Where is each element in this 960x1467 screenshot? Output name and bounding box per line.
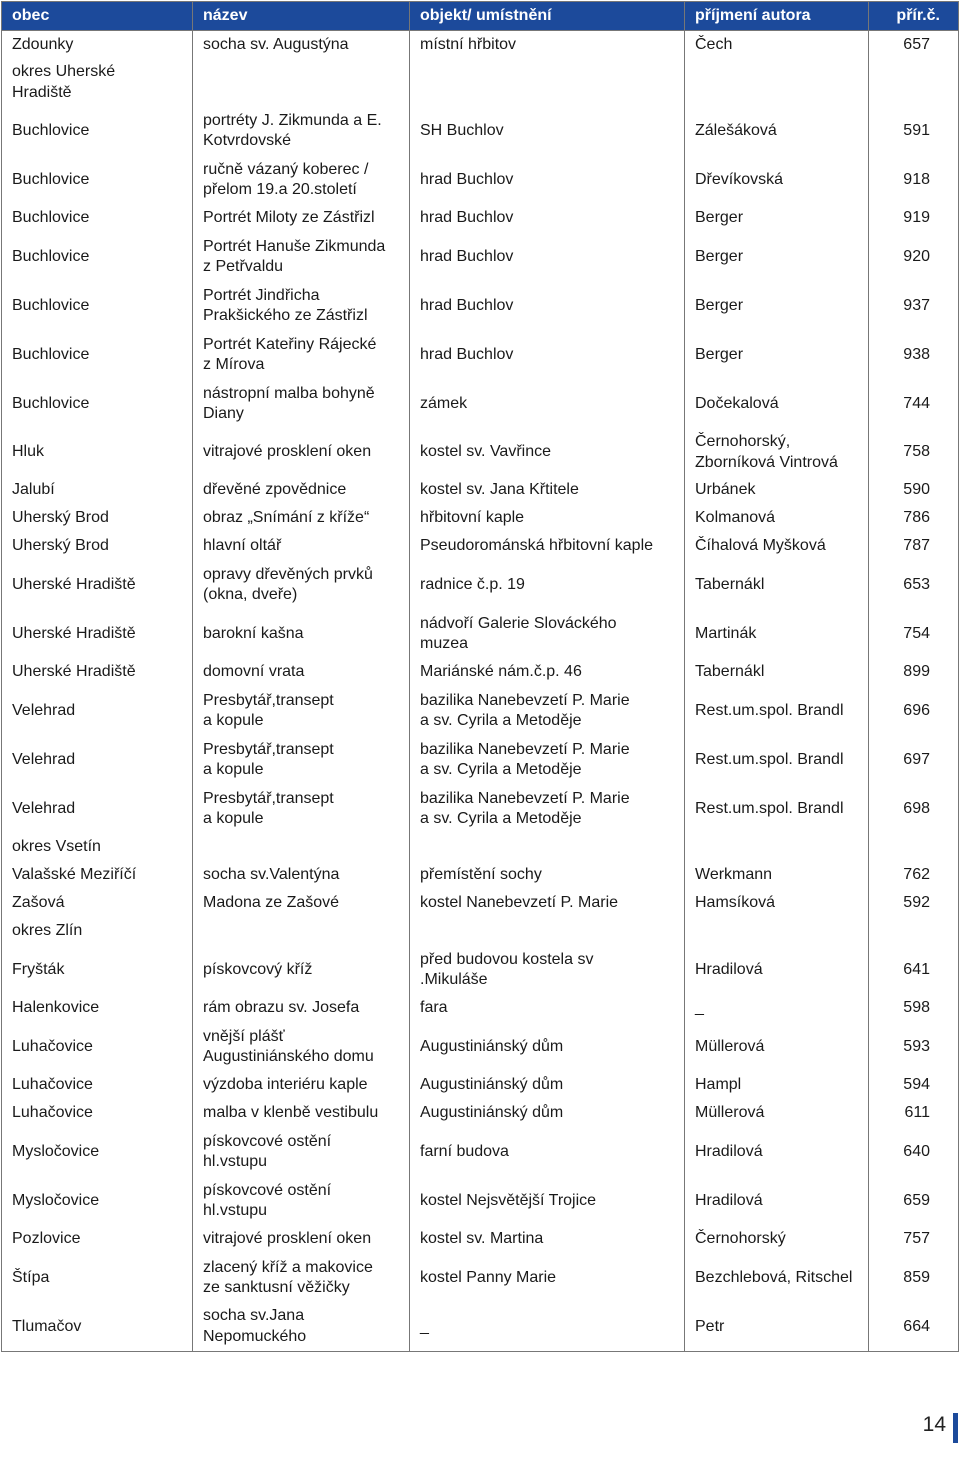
- cell-autor: Čech: [685, 31, 869, 59]
- cell-autor: Kolmanová: [685, 505, 869, 533]
- cell-objekt: kostel Nanebevzetí P. Marie: [410, 890, 685, 918]
- cell-obec: Zašová: [2, 890, 193, 918]
- cell-autor: Müllerová: [685, 1100, 869, 1128]
- column-header-nazev: název: [193, 2, 410, 31]
- table-row: [2, 233, 959, 282]
- cell-objekt: místní hřbitov: [410, 31, 685, 59]
- cell-obec: Buchlovice: [2, 331, 193, 380]
- cell-obec: Buchlovice: [2, 282, 193, 331]
- table-row: [2, 736, 959, 785]
- cell-autor: Černohorský, Zborníková Vintrová: [685, 429, 869, 477]
- table-row: [2, 946, 959, 995]
- cell-prir-c: 757: [869, 1226, 959, 1254]
- cell-nazev: Portrét Miloty ze Zástřizl: [193, 205, 410, 233]
- cell-autor: Hradilová: [685, 946, 869, 995]
- cell-obec: Uherské Hradiště: [2, 561, 193, 610]
- cell-autor: [685, 834, 869, 862]
- cell-objekt: fara: [410, 995, 685, 1023]
- cell-nazev: Presbytář,transept a kopule: [193, 785, 410, 834]
- cell-objekt: hřbitovní kaple: [410, 505, 685, 533]
- cell-nazev: dřevěné zpovědnice: [193, 477, 410, 505]
- cell-objekt: Pseudorománská hřbitovní kaple: [410, 533, 685, 561]
- cell-nazev: rám obrazu sv. Josefa: [193, 995, 410, 1023]
- cell-obec: okres Zlín: [2, 918, 193, 946]
- cell-nazev: socha sv.Valentýna: [193, 862, 410, 890]
- cell-objekt: hrad Buchlov: [410, 156, 685, 205]
- cell-obec: Buchlovice: [2, 380, 193, 429]
- cell-obec: Luhačovice: [2, 1100, 193, 1128]
- cell-prir-c: 591: [869, 107, 959, 156]
- table-row: [2, 31, 959, 59]
- table-row: [2, 1072, 959, 1100]
- table-row: [2, 687, 959, 736]
- table-row: [2, 890, 959, 918]
- table-row: [2, 785, 959, 834]
- cell-autor: Černohorský: [685, 1226, 869, 1254]
- cell-autor: Tabernákl: [685, 561, 869, 610]
- cell-nazev: [193, 834, 410, 862]
- cell-objekt: Mariánské nám.č.p. 46: [410, 659, 685, 687]
- column-header-autor: příjmení autora: [685, 2, 869, 31]
- table-row: [2, 1226, 959, 1254]
- table-row: [2, 107, 959, 156]
- table-row: [2, 1254, 959, 1303]
- cell-objekt: Augustiniánský dům: [410, 1072, 685, 1100]
- cell-prir-c: 937: [869, 282, 959, 331]
- table-row: [2, 918, 959, 946]
- page-edge-marker: [953, 1413, 958, 1443]
- cell-nazev: vitrajové prosklení oken: [193, 429, 410, 477]
- cell-nazev: barokní kašna: [193, 610, 410, 659]
- cell-nazev: ručně vázaný koberec / přelom 19.a 20.století: [193, 156, 410, 205]
- table-row: [2, 477, 959, 505]
- cell-prir-c: 664: [869, 1303, 959, 1352]
- table-header-row: [2, 2, 959, 31]
- cell-nazev: obraz „Snímání z kříže“: [193, 505, 410, 533]
- cell-nazev: vitrajové prosklení oken: [193, 1226, 410, 1254]
- cell-obec: Mysločovice: [2, 1128, 193, 1177]
- cell-prir-c: 754: [869, 610, 959, 659]
- cell-nazev: Madona ze Zašové: [193, 890, 410, 918]
- cell-nazev: [193, 59, 410, 107]
- cell-obec: Buchlovice: [2, 205, 193, 233]
- cell-prir-c: 762: [869, 862, 959, 890]
- cell-objekt: nádvoří Galerie Slováckého muzea: [410, 610, 685, 659]
- cell-prir-c: 594: [869, 1072, 959, 1100]
- cell-autor: Müllerová: [685, 1023, 869, 1072]
- table-row: [2, 1303, 959, 1352]
- cell-obec: Tlumačov: [2, 1303, 193, 1352]
- cell-objekt: [410, 59, 685, 107]
- cell-nazev: Presbytář,transept a kopule: [193, 736, 410, 785]
- cell-obec: Luhačovice: [2, 1072, 193, 1100]
- cell-obec: Fryšták: [2, 946, 193, 995]
- cell-prir-c: 744: [869, 380, 959, 429]
- cell-obec: Štípa: [2, 1254, 193, 1303]
- cell-nazev: pískovcové ostění hl.vstupu: [193, 1177, 410, 1226]
- cell-autor: Petr: [685, 1303, 869, 1352]
- cell-nazev: pískovcové ostění hl.vstupu: [193, 1128, 410, 1177]
- table-row: [2, 862, 959, 890]
- cell-objekt: hrad Buchlov: [410, 233, 685, 282]
- cell-objekt: zámek: [410, 380, 685, 429]
- cell-obec: Luhačovice: [2, 1023, 193, 1072]
- cell-nazev: malba v klenbě vestibulu: [193, 1100, 410, 1128]
- cell-obec: Jalubí: [2, 477, 193, 505]
- cell-nazev: portréty J. Zikmunda a E. Kotvrdovské: [193, 107, 410, 156]
- cell-obec: Uherské Hradiště: [2, 659, 193, 687]
- table-row: [2, 561, 959, 610]
- cell-prir-c: 920: [869, 233, 959, 282]
- table-body: [2, 31, 959, 1352]
- cell-objekt: bazilika Nanebevzetí P. Marie a sv. Cyrila a Metoděje: [410, 687, 685, 736]
- cell-prir-c: 918: [869, 156, 959, 205]
- cell-obec: Uherský Brod: [2, 505, 193, 533]
- cell-autor: _: [685, 995, 869, 1023]
- cell-objekt: hrad Buchlov: [410, 205, 685, 233]
- cell-nazev: opravy dřevěných prvků (okna, dveře): [193, 561, 410, 610]
- cell-autor: Berger: [685, 233, 869, 282]
- table-row: [2, 659, 959, 687]
- cell-autor: [685, 918, 869, 946]
- cell-prir-c: 593: [869, 1023, 959, 1072]
- cell-autor: Rest.um.spol. Brandl: [685, 736, 869, 785]
- cell-obec: Uherský Brod: [2, 533, 193, 561]
- table-row: [2, 1177, 959, 1226]
- cell-objekt: bazilika Nanebevzetí P. Marie a sv. Cyrila a Metoděje: [410, 785, 685, 834]
- cell-nazev: zlacený kříž a makovice ze sanktusní věžičky: [193, 1254, 410, 1303]
- cell-nazev: Portrét Jindřicha Prakšického ze Zástřizl: [193, 282, 410, 331]
- cell-nazev: socha sv. Augustýna: [193, 31, 410, 59]
- cell-objekt: kostel sv. Vavřince: [410, 429, 685, 477]
- table-row: [2, 156, 959, 205]
- cell-obec: Uherské Hradiště: [2, 610, 193, 659]
- cell-autor: Rest.um.spol. Brandl: [685, 687, 869, 736]
- cell-autor: Urbánek: [685, 477, 869, 505]
- cell-prir-c: 598: [869, 995, 959, 1023]
- cell-prir-c: 697: [869, 736, 959, 785]
- cell-objekt: Augustiniánský dům: [410, 1023, 685, 1072]
- cell-prir-c: 592: [869, 890, 959, 918]
- cell-autor: Zálešáková: [685, 107, 869, 156]
- cell-obec: Zdounky: [2, 31, 193, 59]
- cell-prir-c: 659: [869, 1177, 959, 1226]
- page-number: 14: [922, 1413, 946, 1436]
- cell-prir-c: 641: [869, 946, 959, 995]
- cell-autor: Hamsíková: [685, 890, 869, 918]
- table-row: [2, 995, 959, 1023]
- cell-prir-c: 787: [869, 533, 959, 561]
- table-row: [2, 533, 959, 561]
- cell-prir-c: 590: [869, 477, 959, 505]
- cell-autor: Dočekalová: [685, 380, 869, 429]
- cell-nazev: Portrét Kateřiny Rájecké z Mírova: [193, 331, 410, 380]
- cell-obec: Velehrad: [2, 785, 193, 834]
- cell-autor: Číhalová Myšková: [685, 533, 869, 561]
- cell-autor: Dřevíkovská: [685, 156, 869, 205]
- cell-autor: Bezchlebová, Ritschel: [685, 1254, 869, 1303]
- cell-prir-c: 919: [869, 205, 959, 233]
- cell-prir-c: [869, 918, 959, 946]
- table-row: [2, 505, 959, 533]
- column-header-prir-c: přír.č.: [869, 2, 959, 31]
- records-table: [1, 1, 959, 1352]
- cell-prir-c: 698: [869, 785, 959, 834]
- cell-obec: Pozlovice: [2, 1226, 193, 1254]
- cell-obec: Halenkovice: [2, 995, 193, 1023]
- cell-nazev: Presbytář,transept a kopule: [193, 687, 410, 736]
- cell-prir-c: 657: [869, 31, 959, 59]
- cell-obec: Velehrad: [2, 687, 193, 736]
- column-header-obec: obec: [2, 2, 193, 31]
- table-row: [2, 429, 959, 477]
- column-header-objekt: objekt/ umístnění: [410, 2, 685, 31]
- cell-obec: Velehrad: [2, 736, 193, 785]
- cell-prir-c: 653: [869, 561, 959, 610]
- cell-autor: Werkmann: [685, 862, 869, 890]
- cell-autor: Berger: [685, 205, 869, 233]
- cell-prir-c: 758: [869, 429, 959, 477]
- cell-prir-c: [869, 59, 959, 107]
- cell-obec: Mysločovice: [2, 1177, 193, 1226]
- cell-prir-c: 899: [869, 659, 959, 687]
- table-row: [2, 282, 959, 331]
- cell-objekt: _: [410, 1303, 685, 1352]
- cell-nazev: hlavní oltář: [193, 533, 410, 561]
- cell-autor: Tabernákl: [685, 659, 869, 687]
- cell-objekt: před budovou kostela sv .Mikuláše: [410, 946, 685, 995]
- cell-objekt: kostel sv. Jana Křtitele: [410, 477, 685, 505]
- cell-nazev: nástropní malba bohyně Diany: [193, 380, 410, 429]
- table-row: [2, 1023, 959, 1072]
- table-row: [2, 1128, 959, 1177]
- cell-prir-c: [869, 834, 959, 862]
- cell-prir-c: 640: [869, 1128, 959, 1177]
- cell-objekt: bazilika Nanebevzetí P. Marie a sv. Cyrila a Metoděje: [410, 736, 685, 785]
- cell-nazev: vnější plášť Augustiniánského domu: [193, 1023, 410, 1072]
- cell-prir-c: 938: [869, 331, 959, 380]
- table-row: [2, 834, 959, 862]
- cell-objekt: farní budova: [410, 1128, 685, 1177]
- cell-obec: Buchlovice: [2, 156, 193, 205]
- cell-autor: Hradilová: [685, 1128, 869, 1177]
- table-row: [2, 59, 959, 107]
- table-row: [2, 610, 959, 659]
- table-row: [2, 380, 959, 429]
- cell-objekt: [410, 834, 685, 862]
- cell-nazev: výzdoba interiéru kaple: [193, 1072, 410, 1100]
- cell-prir-c: 859: [869, 1254, 959, 1303]
- cell-autor: Berger: [685, 331, 869, 380]
- cell-nazev: [193, 918, 410, 946]
- cell-objekt: hrad Buchlov: [410, 282, 685, 331]
- cell-prir-c: 696: [869, 687, 959, 736]
- cell-objekt: kostel sv. Martina: [410, 1226, 685, 1254]
- cell-autor: Rest.um.spol. Brandl: [685, 785, 869, 834]
- cell-autor: Berger: [685, 282, 869, 331]
- cell-objekt: [410, 918, 685, 946]
- cell-obec: okres Uherské Hradiště: [2, 59, 193, 107]
- cell-objekt: hrad Buchlov: [410, 331, 685, 380]
- cell-autor: [685, 59, 869, 107]
- table-row: [2, 1100, 959, 1128]
- cell-prir-c: 611: [869, 1100, 959, 1128]
- table-row: [2, 331, 959, 380]
- cell-objekt: SH Buchlov: [410, 107, 685, 156]
- cell-obec: Valašské Meziříčí: [2, 862, 193, 890]
- cell-autor: Martinák: [685, 610, 869, 659]
- cell-objekt: kostel Nejsvětější Trojice: [410, 1177, 685, 1226]
- cell-nazev: socha sv.Jana Nepomuckého: [193, 1303, 410, 1352]
- cell-obec: Buchlovice: [2, 233, 193, 282]
- cell-nazev: Portrét Hanuše Zikmunda z Petřvaldu: [193, 233, 410, 282]
- cell-objekt: radnice č.p. 19: [410, 561, 685, 610]
- cell-objekt: Augustiniánský dům: [410, 1100, 685, 1128]
- cell-prir-c: 786: [869, 505, 959, 533]
- cell-nazev: pískovcový kříž: [193, 946, 410, 995]
- table-row: [2, 205, 959, 233]
- cell-obec: Buchlovice: [2, 107, 193, 156]
- cell-autor: Hampl: [685, 1072, 869, 1100]
- cell-obec: Hluk: [2, 429, 193, 477]
- cell-nazev: domovní vrata: [193, 659, 410, 687]
- cell-objekt: přemístění sochy: [410, 862, 685, 890]
- cell-autor: Hradilová: [685, 1177, 869, 1226]
- cell-objekt: kostel Panny Marie: [410, 1254, 685, 1303]
- cell-obec: okres Vsetín: [2, 834, 193, 862]
